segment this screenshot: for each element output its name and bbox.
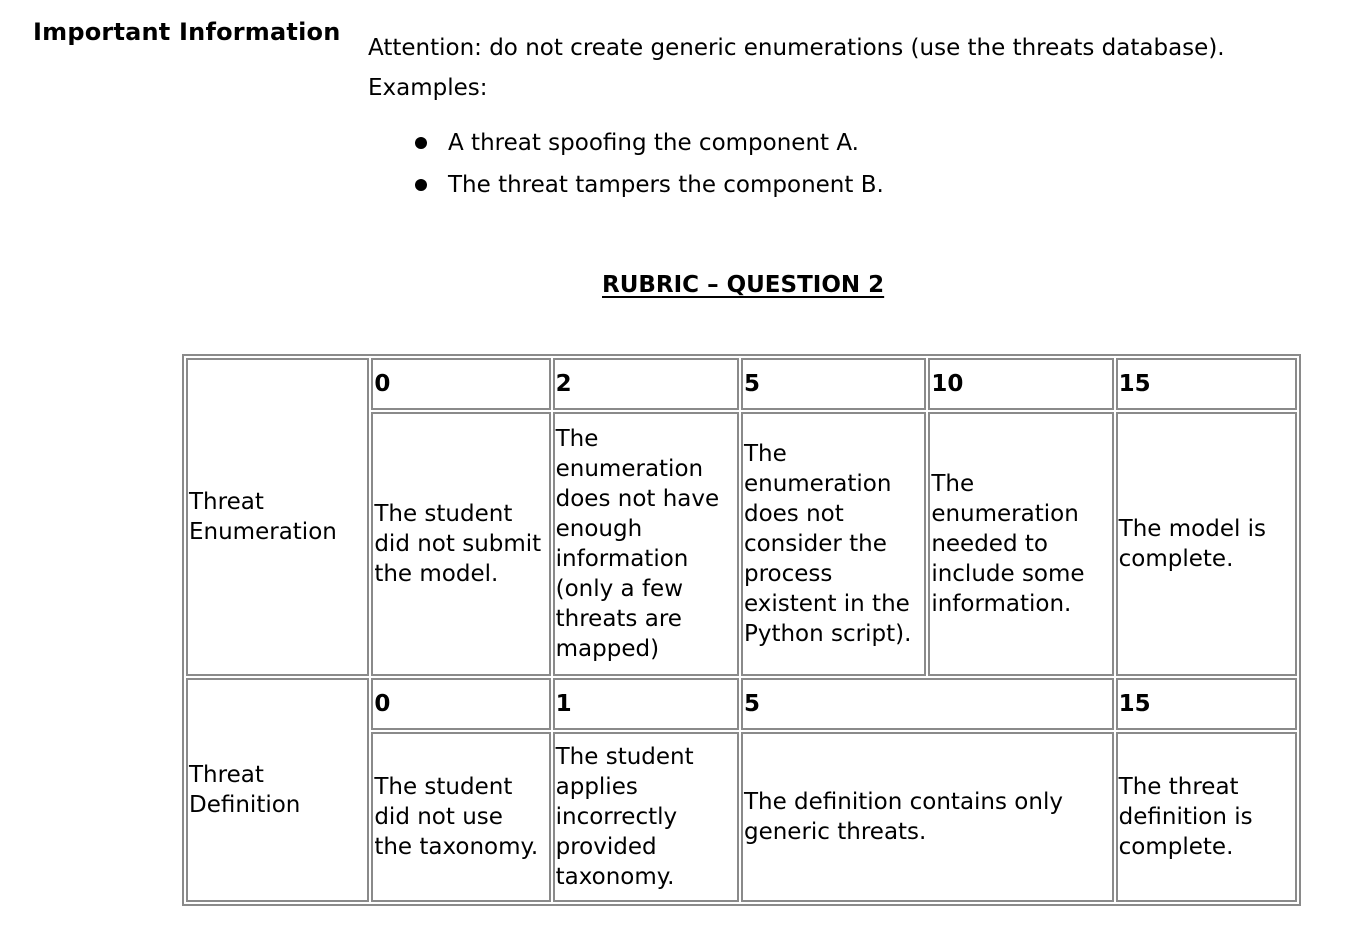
- description-cell: The enumeration needed to include some information.: [928, 412, 1113, 676]
- score-cell: 0: [371, 678, 550, 730]
- rubric-table: [182, 354, 1301, 906]
- score-cell: 5: [741, 678, 1114, 730]
- attention-text: Attention: do not create generic enumerations (use the threats database).: [368, 35, 1225, 61]
- criterion-cell-threat-enumeration: Threat Enumeration: [186, 358, 369, 676]
- examples-label: Examples:: [368, 75, 488, 101]
- bullet-icon: [415, 137, 427, 149]
- example-text: The threat tampers the component B.: [448, 172, 884, 198]
- criterion-cell-threat-definition: Threat Definition: [186, 678, 369, 902]
- description-cell: The threat definition is complete.: [1116, 732, 1297, 902]
- score-cell: 15: [1116, 358, 1297, 410]
- description-cell: The student did not use the taxonomy.: [371, 732, 550, 902]
- score-cell: 1: [553, 678, 739, 730]
- examples-list: [368, 122, 1358, 206]
- score-cell: 15: [1116, 678, 1297, 730]
- description-cell: The student applies incorrectly provided taxonomy.: [553, 732, 739, 902]
- description-cell: The model is complete.: [1116, 412, 1297, 676]
- description-cell: The definition contains only generic threats.: [741, 732, 1114, 902]
- important-information-label: Important Information: [33, 18, 341, 46]
- score-cell: 5: [741, 358, 926, 410]
- table-row: [186, 358, 1297, 410]
- score-cell: 10: [928, 358, 1113, 410]
- bullet-icon: [415, 179, 427, 191]
- score-cell: 0: [371, 358, 550, 410]
- important-information-body: [368, 28, 1358, 206]
- example-text: A threat spoofing the component A.: [448, 130, 859, 156]
- table-row: [186, 678, 1297, 730]
- list-item: [368, 122, 1358, 164]
- score-cell: 2: [553, 358, 739, 410]
- list-item: [368, 164, 1358, 206]
- description-cell: The student did not submit the model.: [371, 412, 550, 676]
- description-cell: The enumeration does not have enough information (only a few threats are mapped): [553, 412, 739, 676]
- rubric-title: RUBRIC – QUESTION 2: [602, 272, 885, 298]
- description-cell: The enumeration does not consider the process existent in the Python script).: [741, 412, 926, 676]
